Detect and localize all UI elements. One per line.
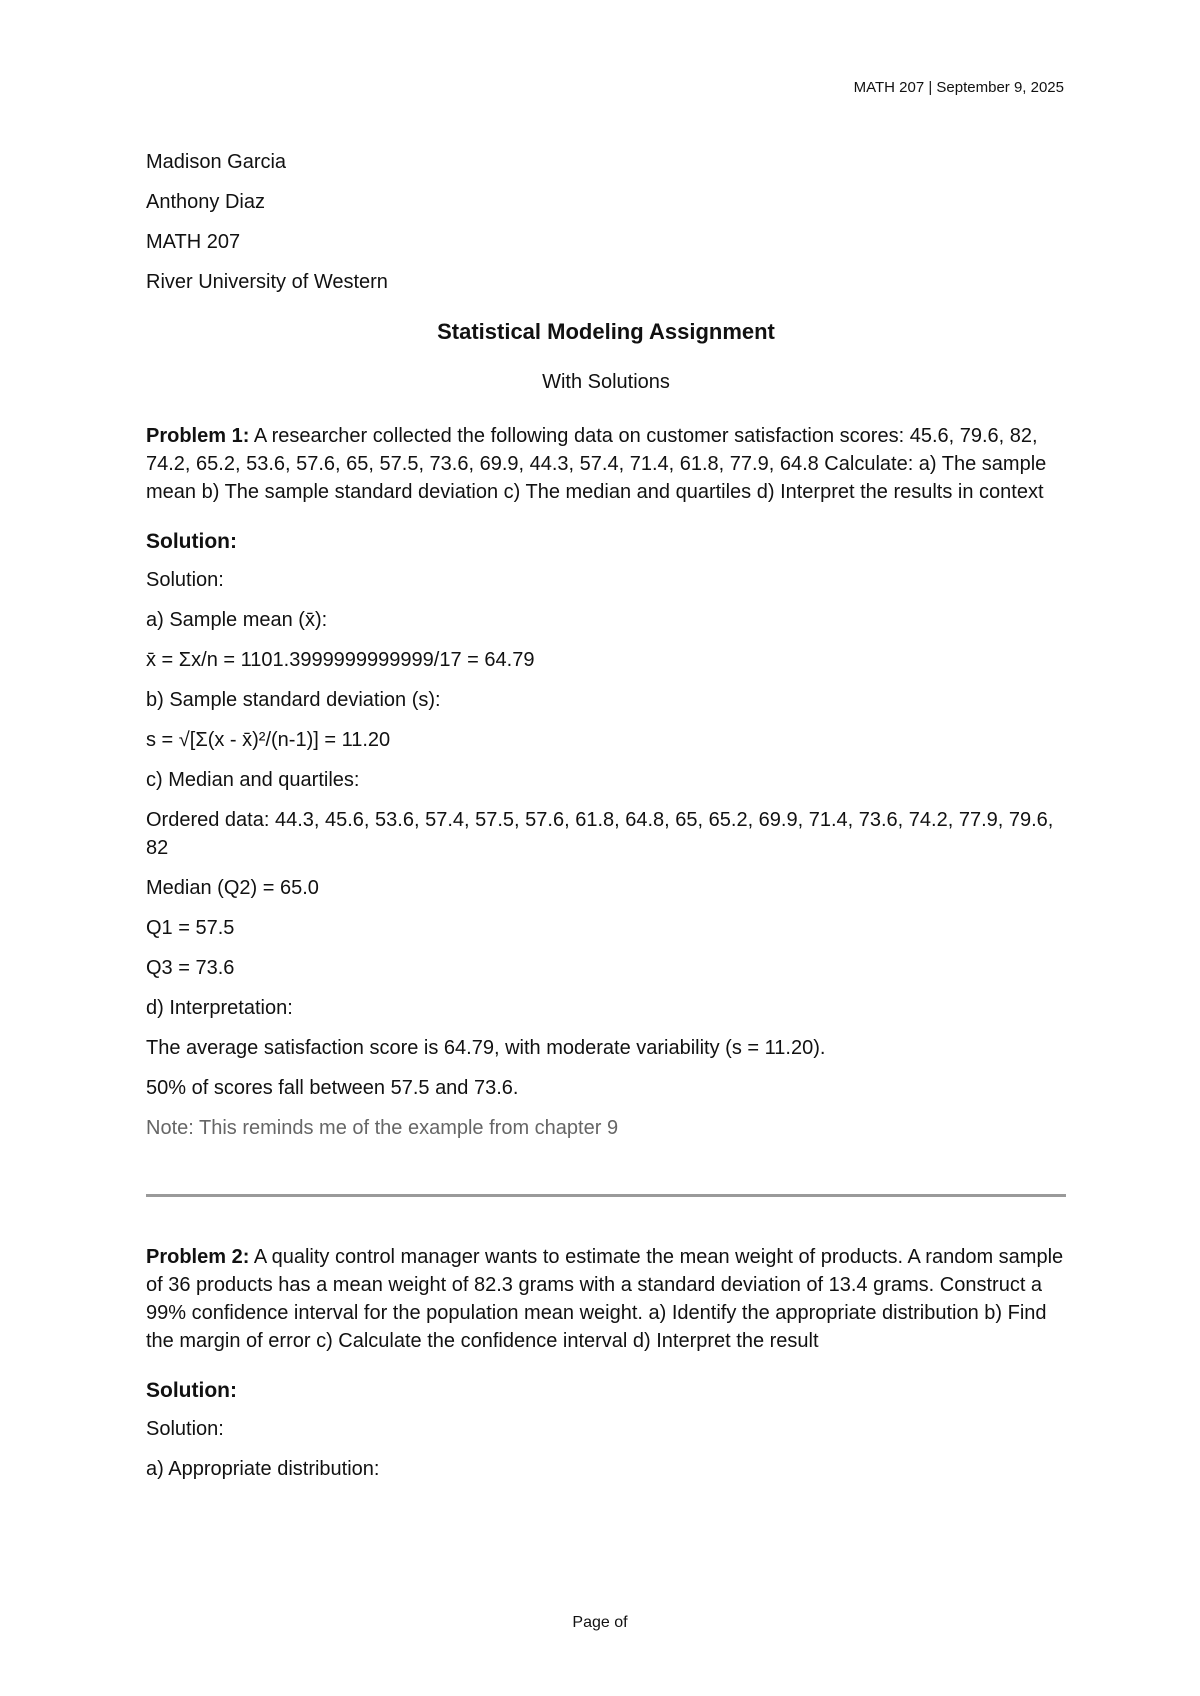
problem-2-label: Problem 2: <box>146 1246 250 1268</box>
solution-line: s = √[Σ(x - x̄)²/(n-1)] = 11.20 <box>146 729 391 751</box>
university-name: River University of Western <box>146 271 388 293</box>
solution-line: Solution: <box>146 1418 224 1440</box>
solution-line: 50% of scores fall between 57.5 and 73.6. <box>146 1077 519 1099</box>
solution-line: c) Median and quartiles: <box>146 769 360 791</box>
problem-1-statement <box>146 422 1066 506</box>
document-subtitle: With Solutions <box>542 371 670 393</box>
solution-line: a) Sample mean (x̄): <box>146 609 328 631</box>
problem-2-solution-heading: Solution: <box>146 1379 237 1402</box>
solution-line: The average satisfaction score is 64.79, with moderate variability (s = 11.20). <box>146 1037 826 1059</box>
problem-2-statement <box>146 1243 1066 1355</box>
problem-1-solution <box>146 566 1066 1142</box>
solution-line: Q3 = 73.6 <box>146 957 235 979</box>
solution-line: Q1 = 57.5 <box>146 917 235 939</box>
problem-1-solution-heading: Solution: <box>146 530 237 553</box>
section-divider <box>146 1194 1066 1197</box>
solution-line: a) Appropriate distribution: <box>146 1458 380 1480</box>
problem-1-label: Problem 1: <box>146 425 250 447</box>
solution-line: d) Interpretation: <box>146 997 293 1019</box>
problem-1-text: A researcher collected the following data on customer satisfaction scores: 45.6, 79.6, 82, 74.2, 65.2, 53.6, 57.6, 65, 57.5, 73.6, 69.9, 44.3, 57.4, 71.4, 61.8, 77.9, 64.8 Calculate: a) The sample mean b) The sample standard deviation c) The median and quartiles d) Interpret the results in context <box>146 425 1047 503</box>
page-header: MATH 207 | September 9, 2025 <box>853 79 1064 96</box>
problem-2-text: A quality control manager wants to estimate the mean weight of products. A random sample of 36 products has a mean weight of 82.3 grams with a standard deviation of 13.4 grams. Construct a 99% confidence interval for the population mean weight. a) Identify the appropriate distribution b) Find the margin of error c) Calculate the confidence interval d) Interpret the result <box>146 1246 1064 1352</box>
solution-line: Median (Q2) = 65.0 <box>146 877 319 899</box>
solution-line: x̄ = Σx/n = 1101.3999999999999/17 = 64.79 <box>146 649 535 671</box>
instructor-name: Anthony Diaz <box>146 191 265 213</box>
student-name: Madison Garcia <box>146 151 287 173</box>
document-title: Statistical Modeling Assignment <box>437 319 775 344</box>
document-body <box>146 148 1066 1495</box>
solution-line: Ordered data: 44.3, 45.6, 53.6, 57.4, 57.5, 57.6, 61.8, 64.8, 65, 65.2, 69.9, 71.4, 73.6, 74.2, 77.9, 79.6, 82 <box>146 809 1054 859</box>
page-footer: Page of <box>572 1614 628 1631</box>
solution-line: b) Sample standard deviation (s): <box>146 689 441 711</box>
solution-line: Solution: <box>146 569 224 591</box>
problem-2-solution <box>146 1415 1066 1483</box>
course-name: MATH 207 <box>146 231 241 253</box>
problem-1-note: Note: This reminds me of the example from chapter 9 <box>146 1117 619 1139</box>
